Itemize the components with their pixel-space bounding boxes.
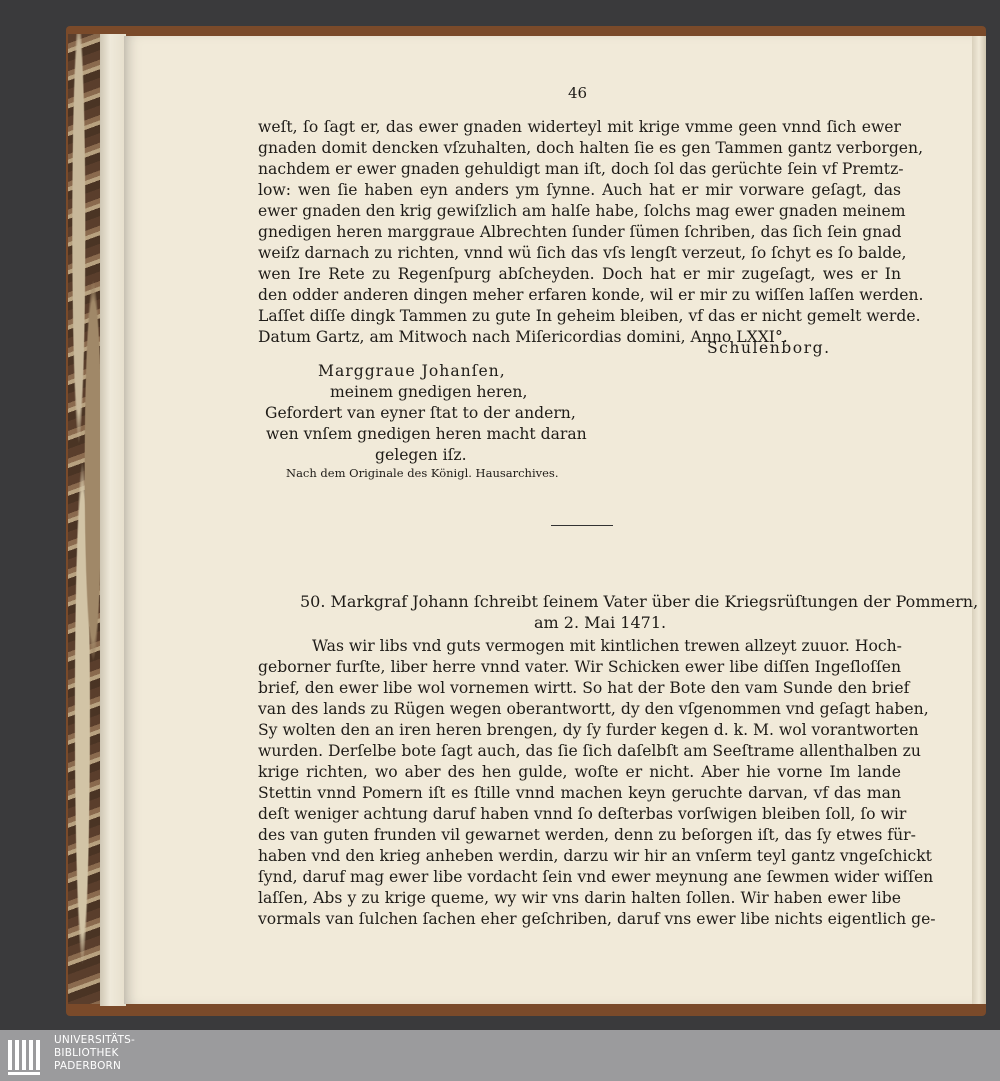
text-line: Sy wolten den an iren heren brengen, dy ſy furder kegen d. k. M. wol vorantworten — [258, 721, 919, 739]
text-line: weiſz darnach zu richten, vnnd wü ſich das vſs lengſt verzeut, ſo ſchyt es ſo balde, — [258, 244, 907, 262]
text-line: krige richten, wo aber des hen gulde, woſte er nicht. Aber hie vorne Im lande — [258, 763, 901, 781]
section-heading-date: am 2. Mai 1471. — [534, 613, 667, 632]
library-name-line: BIBLIOTHEK — [54, 1047, 119, 1059]
source-note: Nach dem Originale des Königl. Hausarchives. — [286, 466, 559, 480]
text-line: van des lands zu Rügen wegen oberantwortt, dy den vſgenommen vnd geſagt haben, — [258, 700, 929, 718]
text-line: Datum Gartz, am Mitwoch nach Miſericordias domini, Anno LXXI°. — [258, 328, 788, 346]
text-line: wen Ire Rete zu Regenſpurg abſcheyden. Doch hat er mir zugeſagt, wes er In — [258, 265, 901, 283]
page-number: 46 — [568, 84, 588, 102]
address-line: Marggraue Johanſen, — [318, 362, 506, 380]
text-line: ewer gnaden den krig gewiſzlich am halſe habe, ſolchs mag ewer gnaden meinem — [258, 202, 906, 220]
text-line: geborner furſte, liber herre vnnd vater. Wir Schicken ewer libe diſſen Ingeſloſſen — [258, 658, 901, 676]
page-stack-left — [100, 34, 126, 1006]
text-line: gnedigen heren marggraue Albrechten ſunder ſümen ſchriben, das ſich ſein gnad — [258, 223, 902, 241]
text-line: den odder anderen dingen meher erfaren konde, wil er mir zu wiſſen laſſen werden. — [258, 286, 924, 304]
section-divider — [551, 525, 613, 526]
text-line: Stettin vnnd Pomern iſt es ſtille vnnd machen keyn geruchte darvan, vf das man — [258, 784, 901, 802]
text-line: wurden. Derſelbe bote ſagt auch, das ſie ſich daſelbſt am Seeſtrame allenthalben zu — [258, 742, 921, 760]
signature: Schulenborg. — [707, 339, 831, 357]
text-line: ſynd, daruf mag ewer libe vordacht ſein vnd ewer meynung ane ſewmen wider wiſſen — [258, 868, 934, 886]
marbled-cover-edge — [68, 34, 104, 1004]
address-line: wen vnſem gnedigen heren macht daran — [266, 425, 587, 443]
library-name-line: UNIVERSITÄTS- — [54, 1034, 135, 1046]
text-line: deſt weniger achtung daruf haben vnnd ſo deſterbas vorſwigen bleiben ſoll, ſo wir — [258, 805, 907, 823]
text-line: weſt, ſo ſagt er, das ewer gnaden widerteyl mit krige vmme geen vnnd ſich ewer — [258, 118, 901, 136]
text-line: gnaden domit dencken vſzuhalten, doch halten ſie es gen Tammen gantz verborgen, — [258, 139, 924, 157]
text-line: low: wen ſie haben eyn anders ym ſynne. Auch hat er mir vorware geſagt, das — [258, 181, 901, 199]
section-heading: 50. Markgraf Johann ſchreibt ſeinem Vater über die Kriegsrüſtungen der Pommern, — [300, 592, 979, 611]
text-line: haben vnd den krieg anheben werdin, darzu wir hir an vnſerm teyl gantz vngeſchickt — [258, 847, 932, 865]
text-line: laſſen, Abs y zu krige queme, wy wir vns darin halten ſollen. Wir haben ewer libe — [258, 889, 901, 907]
text-line: Was wir libs vnd guts vermogen mit kintlichen trewen allzeyt zuuor. Hoch- — [312, 637, 902, 655]
address-line: gelegen iſz. — [375, 446, 467, 464]
text-line: vormals van ſulchen ſachen eher geſchriben, daruf vns ewer libe nichts eigentlich ge- — [258, 910, 936, 928]
footer-bar — [0, 1030, 1000, 1081]
page-stack-right — [972, 36, 986, 1004]
library-name[interactable] — [54, 1034, 135, 1073]
text-line: nachdem er ewer gnaden gehuldigt man iſt, doch ſol das gerüchte ſein vf Premtz- — [258, 160, 904, 178]
library-logo-icon — [4, 1034, 48, 1078]
address-line: meinem gnedigen heren, — [330, 383, 528, 401]
text-line: brief, den ewer libe wol vornemen wirtt. So hat der Bote den vam Sunde den brief — [258, 679, 910, 697]
library-name-line: PADERBORN — [54, 1060, 122, 1072]
address-line: Gefordert van eyner ſtat to der andern, — [265, 404, 576, 422]
text-line: des van guten frunden vil gewarnet werden, denn zu beſorgen iſt, das ſy etwes für- — [258, 826, 916, 844]
text-line: Laſſet diſſe dingk Tammen zu gute In geheim bleiben, vf das er nicht gemelt werde. — [258, 307, 921, 325]
